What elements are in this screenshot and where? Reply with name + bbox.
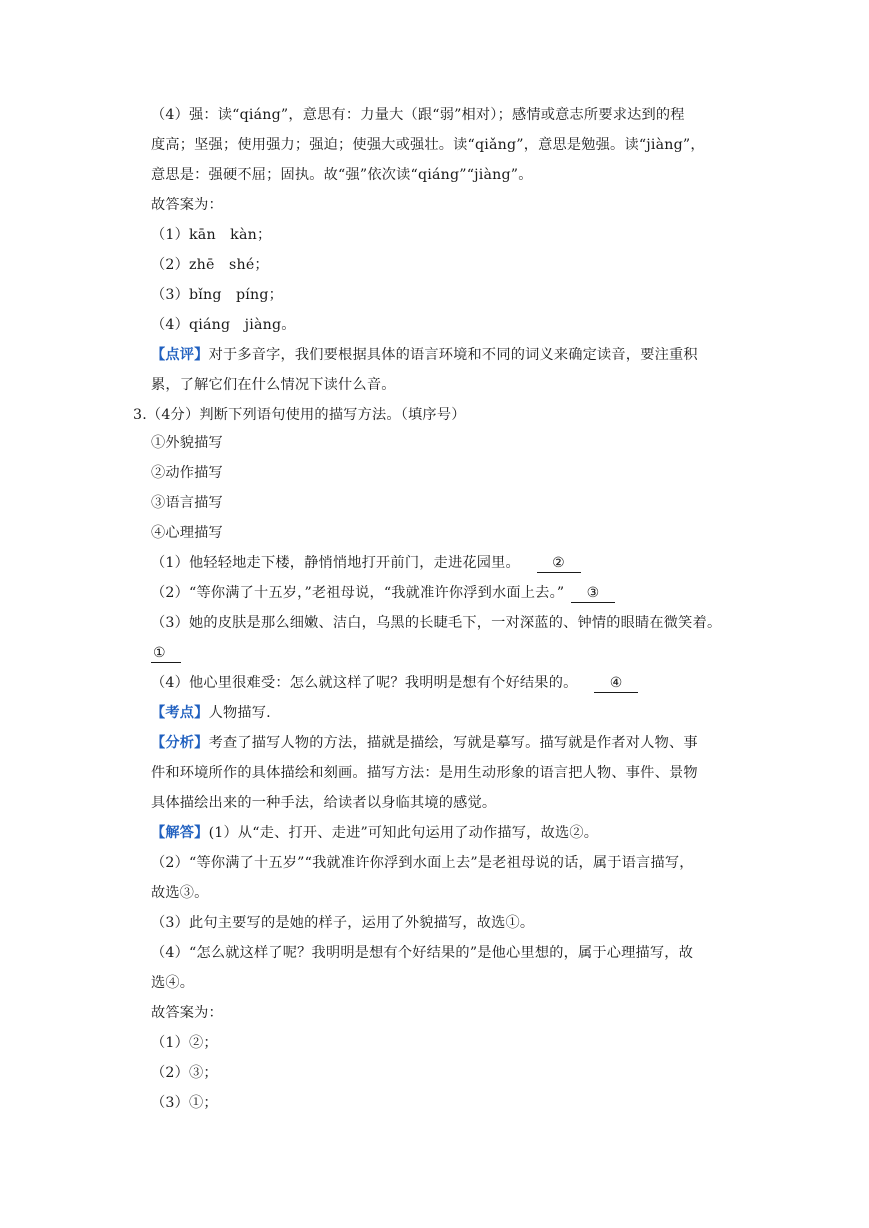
jieda-line-2: （2）“等你满了十五岁”“我就准许你浮到水面上去”是老祖母说的话，属于语言描写，	[151, 855, 694, 871]
jieda-tag: 【解答】	[151, 825, 209, 841]
sentence-3-answer	[151, 643, 181, 663]
answer-line: （1）②；	[151, 1035, 218, 1051]
answer-line: （2）zhē shé；	[151, 257, 269, 273]
sentence-2	[151, 583, 615, 603]
q2-part4-line-1: （4）强：读“qiáng”，意思有：力量大（跟“弱”相对）；感情或意志所要求达到的程	[151, 107, 685, 123]
answer-blank: ②	[537, 554, 581, 573]
sentence-text: （4）他心里很难受：怎么就这样了呢？我明明是想有个好结果的。	[151, 675, 578, 691]
answer-intro: 故答案为：	[151, 197, 223, 213]
jieda-line-1	[151, 823, 598, 843]
option-item: ④心理描写	[151, 525, 223, 541]
jieda-text: (1）从“走、打开、走进”可知此句运用了动作描写，故选②。	[208, 825, 599, 841]
sentence-text: （1）他轻轻地走下楼，静悄悄地打开前门，走进花园里。	[151, 555, 520, 571]
kaodian-tag: 【考点】	[151, 705, 209, 721]
answer-line: （1）kān kàn；	[151, 227, 272, 243]
answer-line: （3）①；	[151, 1095, 218, 1111]
dianping-text: 对于多音字，我们要根据具体的语言环境和不同的词义来确定读音，要注重积	[208, 347, 698, 363]
answer-line: （2）③；	[151, 1065, 218, 1081]
answer-line: （3）bǐng píng；	[151, 287, 284, 303]
answer-intro: 故答案为：	[151, 1005, 223, 1021]
fenxi-tag: 【分析】	[151, 735, 209, 751]
fenxi-line-1	[151, 733, 698, 753]
answer-blank: ④	[594, 674, 638, 693]
fenxi-text: 考查了描写人物的方法，描就是描绘，写就是摹写。描写就是作者对人物、事	[208, 735, 698, 751]
jieda-line-5: （4）“怎么就这样了呢？我明明是想有个好结果的”是他心里想的，属于心理描写，故	[151, 945, 694, 961]
answer-line: （4）qiáng jiàng。	[151, 317, 296, 333]
jieda-line-3: 故选③。	[151, 885, 209, 901]
option-item: ①外貌描写	[151, 435, 223, 451]
kaodian-text: 人物描写.	[208, 705, 271, 721]
sentence-3: （3）她的皮肤是那么细嫩、洁白，乌黑的长睫毛下，一对深蓝的、钟情的眼睛在微笑着。	[151, 615, 722, 631]
jieda-line-6: 选④。	[151, 975, 195, 991]
q2-part4-line-3: 意思是：强硬不屈；固执。故“强”依次读“qiáng”“jiàng”。	[151, 167, 533, 183]
option-item: ②动作描写	[151, 465, 223, 481]
answer-blank: ③	[571, 584, 615, 603]
fenxi-line-3: 具体描绘出来的一种手法，给读者以身临其境的感觉。	[151, 795, 497, 811]
sentence-text: （2）“等你满了十五岁，”老祖母说，“我就准许你浮到水面上去。”	[151, 585, 565, 601]
kaodian-line	[151, 703, 271, 723]
sentence-1	[151, 553, 581, 573]
answer-blank: ①	[151, 644, 181, 663]
fenxi-line-2: 件和环境所作的具体描绘和刻画。描写方法：是用生动形象的语言把人物、事件、景物	[151, 765, 698, 781]
q2-part4-line-2: 度高；坚强；使用强力；强迫；使强大或强壮。读“qiǎng”，意思是勉强。读“jiàng”，	[151, 137, 705, 153]
option-item: ③语言描写	[151, 495, 223, 511]
dianping-tag: 【点评】	[151, 347, 209, 363]
question-3-title: 3.（4分）判断下列语句使用的描写方法。（填序号）	[133, 407, 466, 423]
jieda-line-4: （3）此句主要写的是她的样子，运用了外貌描写，故选①。	[151, 915, 535, 931]
dianping-line-1	[151, 345, 698, 365]
dianping-line-2: 累，了解它们在什么情况下读什么音。	[151, 377, 396, 393]
sentence-4	[151, 673, 638, 693]
